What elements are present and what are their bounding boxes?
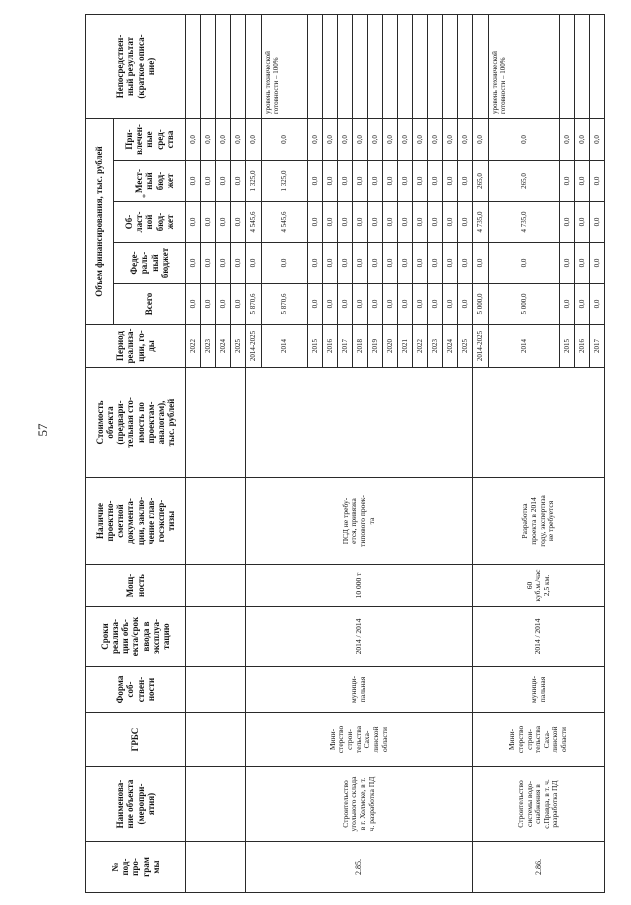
funding-attracted: 0,0 bbox=[428, 118, 443, 160]
period-year: 2014-2025 bbox=[473, 325, 489, 368]
implementation-term: 2014 / 2014 bbox=[473, 607, 605, 667]
object-name: Строительство угольного склада в г. Холмске, в т. ч. разработка ПД bbox=[246, 767, 473, 842]
funding-regional: 0,0 bbox=[338, 202, 353, 243]
funding-federal: 0,0 bbox=[262, 243, 308, 284]
direct-result: уровень технической готовности – 100% bbox=[262, 14, 308, 118]
subprogram-number: 2.85. bbox=[246, 842, 473, 893]
table-row bbox=[246, 14, 262, 892]
funding-regional: 0,0 bbox=[323, 202, 338, 243]
object-cost bbox=[186, 368, 246, 478]
header-local-budget bbox=[114, 161, 186, 202]
header-object-name: Наименова- ние объекта (меропри- ятия) bbox=[86, 767, 186, 842]
capacity-value: 60 куб.м./час 2,5 км. bbox=[473, 565, 605, 607]
period-year: 2020 bbox=[383, 325, 398, 368]
header-design-docs: Наличие проектно- сметной документа- ции, заклю- чение глав- госэкспер- тизы bbox=[86, 478, 186, 565]
funding-total: 0,0 bbox=[308, 284, 323, 325]
funding-federal: 0,0 bbox=[560, 243, 575, 284]
funding-local: 0,0 bbox=[338, 161, 353, 202]
funding-regional: 0,0 bbox=[308, 202, 323, 243]
subprogram-number bbox=[186, 842, 246, 893]
header-funding-total: Всего bbox=[114, 284, 186, 325]
funding-federal: 0,0 bbox=[590, 243, 605, 284]
funding-total: 0,0 bbox=[186, 284, 201, 325]
funding-regional: 4 735,0 bbox=[473, 202, 489, 243]
header-period: Период реализа- ции, го- ды bbox=[86, 325, 186, 368]
period-year: 2014-2025 bbox=[246, 325, 262, 368]
funding-attracted: 0,0 bbox=[308, 118, 323, 160]
direct-result: уровень технической готовности – 100% bbox=[489, 14, 560, 118]
funding-federal: 0,0 bbox=[489, 243, 560, 284]
funding-regional: 0,0 bbox=[458, 202, 473, 243]
direct-result bbox=[473, 14, 489, 118]
direct-result bbox=[458, 14, 473, 118]
direct-result bbox=[368, 14, 383, 118]
object-name bbox=[186, 767, 246, 842]
direct-result bbox=[308, 14, 323, 118]
funding-attracted: 0,0 bbox=[383, 118, 398, 160]
funding-total: 0,0 bbox=[201, 284, 216, 325]
implementation-term bbox=[186, 607, 246, 667]
funding-total: 5 000,0 bbox=[473, 284, 489, 325]
funding-total: 0,0 bbox=[353, 284, 368, 325]
header-ownership-form: Форма соб- ствен- ности bbox=[86, 667, 186, 713]
period-year: 2022 bbox=[186, 325, 201, 368]
header-attracted-funds: При- влечен- ные сред- ства bbox=[114, 118, 186, 160]
funding-local: 0,0 bbox=[458, 161, 473, 202]
object-cost bbox=[473, 368, 605, 478]
funding-regional: 0,0 bbox=[201, 202, 216, 243]
header-funding-volume: Объем финансирования, тыс. рублей bbox=[86, 118, 114, 324]
funding-local: 0,0 bbox=[443, 161, 458, 202]
period-year: 2014 bbox=[262, 325, 308, 368]
funding-federal: 0,0 bbox=[338, 243, 353, 284]
direct-result bbox=[323, 14, 338, 118]
funding-regional: 0,0 bbox=[590, 202, 605, 243]
period-year: 2024 bbox=[443, 325, 458, 368]
funding-regional: 0,0 bbox=[186, 202, 201, 243]
funding-total: 0,0 bbox=[323, 284, 338, 325]
funding-local: 265,0 bbox=[473, 161, 489, 202]
funding-federal: 0,0 bbox=[201, 243, 216, 284]
funding-regional: 0,0 bbox=[398, 202, 413, 243]
funding-regional: 4 545,6 bbox=[262, 202, 308, 243]
period-year: 2016 bbox=[323, 325, 338, 368]
funding-federal: 0,0 bbox=[473, 243, 489, 284]
header-local-budget-label: Мест- ный бюд- жет bbox=[134, 169, 175, 193]
direct-result bbox=[231, 14, 246, 118]
funding-federal: 0,0 bbox=[428, 243, 443, 284]
grbs-name: Мини- стерство строи- тельства Саха- линской области bbox=[246, 713, 473, 767]
funding-federal: 0,0 bbox=[246, 243, 262, 284]
funding-attracted: 0,0 bbox=[398, 118, 413, 160]
header-grbs: ГРБС bbox=[86, 713, 186, 767]
direct-result bbox=[398, 14, 413, 118]
funding-local: 0,0 bbox=[308, 161, 323, 202]
direct-result bbox=[383, 14, 398, 118]
funding-total: 0,0 bbox=[560, 284, 575, 325]
funding-local: 1 325,0 bbox=[246, 161, 262, 202]
funding-regional: 0,0 bbox=[560, 202, 575, 243]
ownership-form: муници- пальная bbox=[246, 667, 473, 713]
funding-attracted: 0,0 bbox=[186, 118, 201, 160]
period-year: 2017 bbox=[590, 325, 605, 368]
direct-result bbox=[560, 14, 575, 118]
funding-regional: 4 545,6 bbox=[246, 202, 262, 243]
funding-total: 0,0 bbox=[383, 284, 398, 325]
funding-federal: 0,0 bbox=[323, 243, 338, 284]
funding-regional: 0,0 bbox=[368, 202, 383, 243]
funding-regional: 0,0 bbox=[428, 202, 443, 243]
funding-federal: 0,0 bbox=[216, 243, 231, 284]
funding-attracted: 0,0 bbox=[262, 118, 308, 160]
funding-local: 0,0 bbox=[383, 161, 398, 202]
direct-result bbox=[590, 14, 605, 118]
period-year: 2021 bbox=[398, 325, 413, 368]
funding-federal: 0,0 bbox=[575, 243, 590, 284]
funding-federal: 0,0 bbox=[368, 243, 383, 284]
direct-result bbox=[443, 14, 458, 118]
funding-attracted: 0,0 bbox=[323, 118, 338, 160]
funding-attracted: 0,0 bbox=[216, 118, 231, 160]
funding-local: 1 325,0 bbox=[262, 161, 308, 202]
funding-regional: 0,0 bbox=[443, 202, 458, 243]
period-year: 2014 bbox=[489, 325, 560, 368]
funding-total: 0,0 bbox=[413, 284, 428, 325]
funding-federal: 0,0 bbox=[231, 243, 246, 284]
funding-local: 0,0 bbox=[575, 161, 590, 202]
implementation-term: 2014 / 2014 bbox=[246, 607, 473, 667]
funding-total: 0,0 bbox=[398, 284, 413, 325]
funding-total: 5 870,6 bbox=[246, 284, 262, 325]
direct-result bbox=[246, 14, 262, 118]
funding-local: 0,0 bbox=[231, 161, 246, 202]
design-docs-status: Разработка проекта в 2014 году, экспертиза не требуется bbox=[473, 478, 605, 565]
direct-result bbox=[353, 14, 368, 118]
funding-regional: 4 735,0 bbox=[489, 202, 560, 243]
direct-result bbox=[201, 14, 216, 118]
funding-attracted: 0,0 bbox=[338, 118, 353, 160]
funding-regional: 0,0 bbox=[216, 202, 231, 243]
funding-attracted: 0,0 bbox=[201, 118, 216, 160]
funding-attracted: 0,0 bbox=[443, 118, 458, 160]
funding-regional: 0,0 bbox=[231, 202, 246, 243]
funding-total: 5 000,0 bbox=[489, 284, 560, 325]
funding-attracted: 0,0 bbox=[246, 118, 262, 160]
program-table bbox=[85, 14, 605, 893]
funding-attracted: 0,0 bbox=[231, 118, 246, 160]
funding-federal: 0,0 bbox=[443, 243, 458, 284]
object-cost bbox=[246, 368, 473, 478]
funding-total: 0,0 bbox=[458, 284, 473, 325]
funding-local: 0,0 bbox=[201, 161, 216, 202]
capacity-value: 10 000 т bbox=[246, 565, 473, 607]
funding-local: 0,0 bbox=[428, 161, 443, 202]
design-docs-status bbox=[186, 478, 246, 565]
table-header bbox=[86, 14, 186, 892]
funding-local: 0,0 bbox=[216, 161, 231, 202]
funding-attracted: 0,0 bbox=[575, 118, 590, 160]
ownership-form bbox=[186, 667, 246, 713]
direct-result bbox=[216, 14, 231, 118]
design-docs-status: ПСД не требу- ется, привязка типового проек- та bbox=[246, 478, 473, 565]
header-regional-budget: Об- ласт- ной бюд- жет bbox=[114, 202, 186, 243]
period-year: 2025 bbox=[458, 325, 473, 368]
header-object-cost: Стоимость объекта (предвари- тельная сто- имость по проектам- аналогам), тыс. рублей bbox=[86, 368, 186, 478]
direct-result bbox=[575, 14, 590, 118]
funding-federal: 0,0 bbox=[413, 243, 428, 284]
funding-attracted: 0,0 bbox=[368, 118, 383, 160]
header-federal-budget: Феде- раль- ный бюджет bbox=[114, 243, 186, 284]
funding-total: 0,0 bbox=[590, 284, 605, 325]
period-year: 2017 bbox=[338, 325, 353, 368]
funding-regional: 0,0 bbox=[353, 202, 368, 243]
ownership-form: муници- пальная bbox=[473, 667, 605, 713]
funding-regional: 0,0 bbox=[413, 202, 428, 243]
funding-local: 0,0 bbox=[590, 161, 605, 202]
funding-regional: 0,0 bbox=[575, 202, 590, 243]
funding-total: 0,0 bbox=[428, 284, 443, 325]
funding-total: 0,0 bbox=[443, 284, 458, 325]
funding-regional: 0,0 bbox=[383, 202, 398, 243]
header-capacity: Мощ- ность bbox=[86, 565, 186, 607]
funding-federal: 0,0 bbox=[398, 243, 413, 284]
funding-local: 0,0 bbox=[323, 161, 338, 202]
funding-attracted: 0,0 bbox=[413, 118, 428, 160]
funding-federal: 0,0 bbox=[383, 243, 398, 284]
period-year: 2016 bbox=[575, 325, 590, 368]
funding-local: 0,0 bbox=[186, 161, 201, 202]
period-year: 2025 bbox=[231, 325, 246, 368]
funding-total: 0,0 bbox=[216, 284, 231, 325]
funding-attracted: 0,0 bbox=[353, 118, 368, 160]
funding-total: 0,0 bbox=[231, 284, 246, 325]
funding-total: 0,0 bbox=[368, 284, 383, 325]
direct-result bbox=[428, 14, 443, 118]
period-year: 2015 bbox=[308, 325, 323, 368]
subprogram-number: 2.86. bbox=[473, 842, 605, 893]
funding-federal: 0,0 bbox=[458, 243, 473, 284]
funding-local: 265,0 bbox=[489, 161, 560, 202]
grbs-name bbox=[186, 713, 246, 767]
funding-local: 0,0 bbox=[398, 161, 413, 202]
funding-total: 0,0 bbox=[338, 284, 353, 325]
period-year: 2022 bbox=[413, 325, 428, 368]
period-year: 2023 bbox=[428, 325, 443, 368]
period-year: 2024 bbox=[216, 325, 231, 368]
direct-result bbox=[186, 14, 201, 118]
period-year: 2019 bbox=[368, 325, 383, 368]
capacity-value bbox=[186, 565, 246, 607]
table-row bbox=[473, 14, 489, 892]
funding-federal: 0,0 bbox=[353, 243, 368, 284]
funding-local: 0,0 bbox=[353, 161, 368, 202]
period-year: 2018 bbox=[353, 325, 368, 368]
funding-total: 0,0 bbox=[575, 284, 590, 325]
funding-federal: 0,0 bbox=[308, 243, 323, 284]
direct-result bbox=[413, 14, 428, 118]
header-subprogram-number: № под- про- грам мы bbox=[86, 842, 186, 893]
funding-attracted: 0,0 bbox=[560, 118, 575, 160]
funding-total: 5 870,6 bbox=[262, 284, 308, 325]
funding-attracted: 0,0 bbox=[590, 118, 605, 160]
page-number: 57 bbox=[35, 423, 50, 437]
header-row bbox=[86, 14, 114, 892]
table-row bbox=[186, 14, 201, 892]
period-year: 2023 bbox=[201, 325, 216, 368]
period-year: 2015 bbox=[560, 325, 575, 368]
funding-attracted: 0,0 bbox=[489, 118, 560, 160]
header-direct-result: Непосредствен- ный результат (краткое описа- ние) bbox=[86, 14, 186, 118]
grbs-name: Мини- стерство строи- тельства Саха- линской области bbox=[473, 713, 605, 767]
funding-attracted: 0,0 bbox=[473, 118, 489, 160]
funding-local: 0,0 bbox=[560, 161, 575, 202]
direct-result bbox=[338, 14, 353, 118]
funding-local: 0,0 bbox=[413, 161, 428, 202]
footnote-asterisk: * bbox=[141, 194, 150, 198]
funding-federal: 0,0 bbox=[186, 243, 201, 284]
funding-attracted: 0,0 bbox=[458, 118, 473, 160]
object-name: Строительство системы водо- снабжения в с.Правда, в т. ч. разработка ПД bbox=[473, 767, 605, 842]
funding-local: 0,0 bbox=[368, 161, 383, 202]
table-body bbox=[186, 14, 605, 892]
header-implementation-term: Сроки реализа- ции объ- екта/срок ввода в эксплуа- тацию bbox=[86, 607, 186, 667]
